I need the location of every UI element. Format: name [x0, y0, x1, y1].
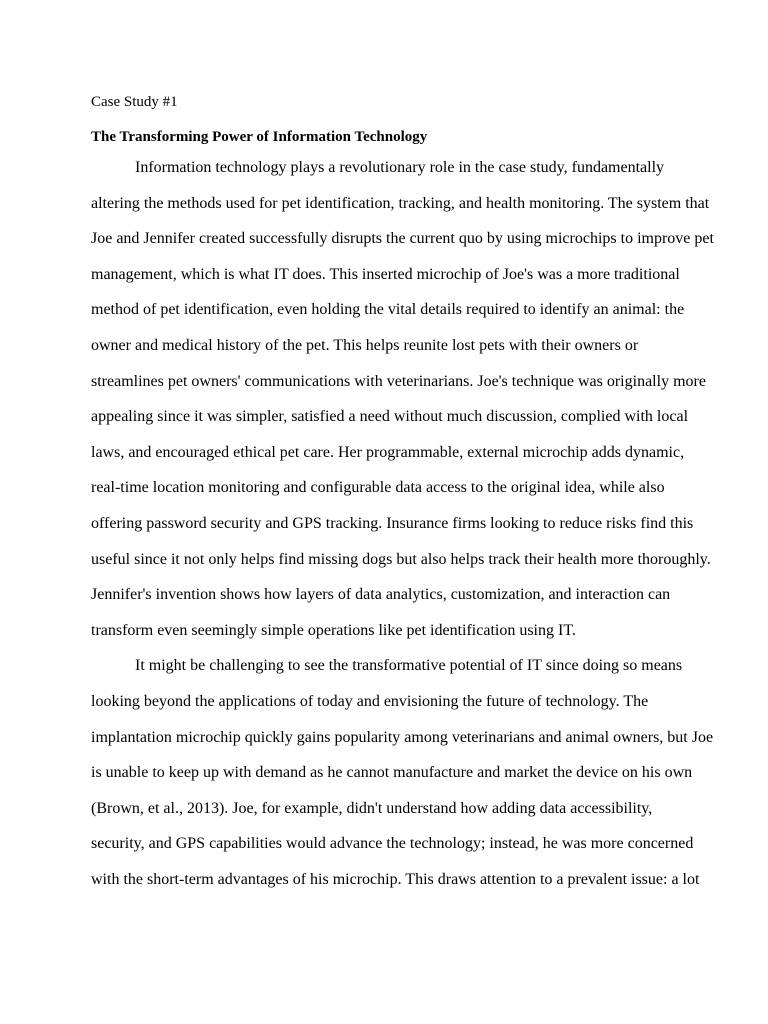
paragraph-line: transform even seemingly simple operations like pet identification using IT. [91, 621, 576, 639]
paragraph-line: laws, and encouraged ethical pet care. Her programmable, external microchip adds dynamic, [91, 443, 685, 461]
paragraph-line: appealing since it was simpler, satisfied a need without much discussion, complied with local [91, 408, 689, 426]
paragraph-line: with the short-term advantages of his microchip. This draws attention to a prevalent issue: a lot [91, 870, 700, 888]
paragraph-line: Information technology plays a revolutionary role in the case study, fundamentally [135, 159, 665, 176]
document-body [91, 91, 714, 906]
paragraph-line: is unable to keep up with demand as he cannot manufacture and market the device on his own [91, 764, 693, 782]
paragraph-2 [91, 657, 714, 906]
paragraph-1 [91, 159, 714, 657]
paragraph-line: Joe and Jennifer created successfully disrupts the current quo by using microchips to improve pet [91, 230, 714, 248]
paragraph-line: offering password security and GPS tracking. Insurance firms looking to reduce risks find this [91, 514, 694, 532]
paragraph-line: owner and medical history of the pet. This helps reunite lost pets with their owners or [91, 336, 639, 354]
paragraph-line: implantation microchip quickly gains popularity among veterinarians and animal owners, but Joe [91, 728, 714, 746]
document-title: The Transforming Power of Information Technology [91, 129, 428, 145]
paragraph-line: Jennifer's invention shows how layers of data analytics, customization, and interaction can [91, 586, 671, 604]
paragraph-line: altering the methods used for pet identification, tracking, and health monitoring. The system that [91, 194, 710, 212]
paragraph-line: method of pet identification, even holding the vital details required to identify an animal: the [91, 301, 685, 319]
paragraph-line: useful since it not only helps find missing dogs but also helps track their health more thoroughly. [91, 550, 711, 568]
case-study-label: Case Study #1 [91, 94, 178, 110]
paragraph-line: management, which is what IT does. This inserted microchip of Joe's was a more traditional [91, 265, 680, 283]
paragraph-line: security, and GPS capabilities would advance the technology; instead, he was more concerned [91, 835, 694, 853]
paragraph-line: streamlines pet owners' communications with veterinarians. Joe's technique was originally more [91, 372, 706, 390]
paragraph-line: (Brown, et al., 2013). Joe, for example, didn't understand how adding data accessibility, [91, 799, 653, 817]
paragraph-line: It might be challenging to see the transformative potential of IT since doing so means [135, 657, 683, 675]
paragraph-line: looking beyond the applications of today and envisioning the future of technology. The [91, 692, 649, 710]
paragraph-line: real-time location monitoring and configurable data access to the original idea, while also [91, 479, 665, 497]
